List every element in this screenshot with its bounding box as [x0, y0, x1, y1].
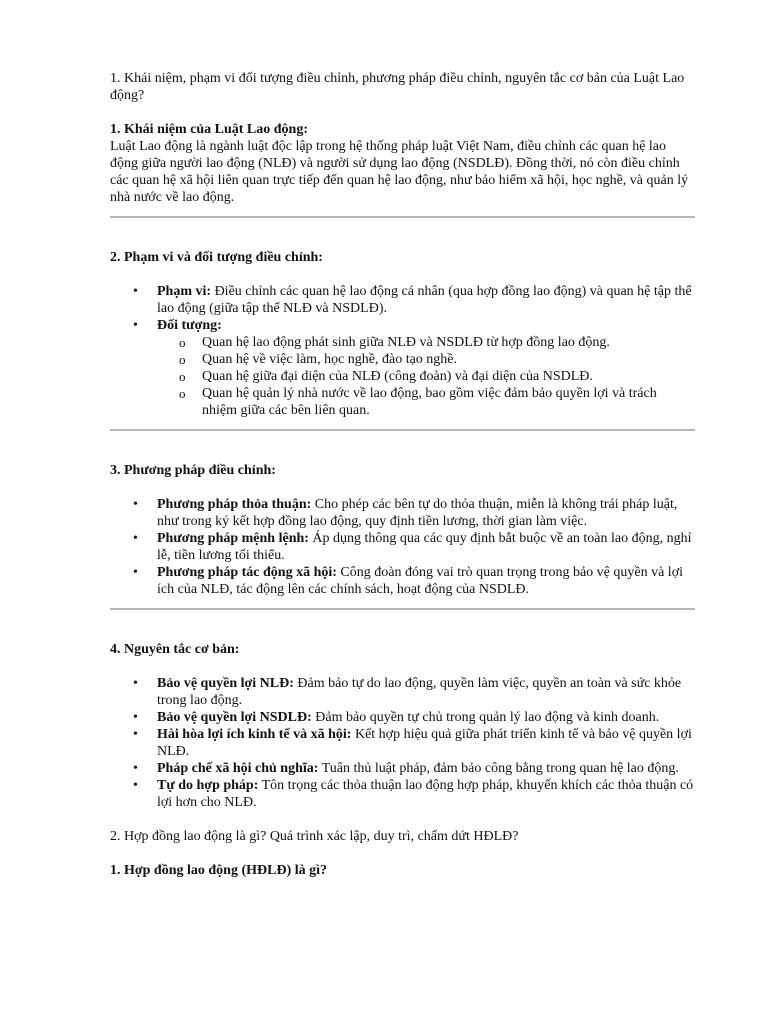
item-label: Hài hòa lợi ích kinh tế và xã hội: [157, 727, 352, 742]
item-text: Đảm bảo quyền tự chủ trong quản lý lao động và kinh doanh. [311, 710, 660, 725]
list-item [110, 675, 695, 709]
section-2-title: 2. Phạm vi và đối tượng điều chỉnh: [110, 250, 323, 265]
list-item [110, 726, 695, 760]
list-item [110, 777, 695, 811]
list-item [110, 760, 695, 777]
question-2-section-1-title: 1. Hợp đồng lao động (HĐLĐ) là gì? [110, 863, 328, 878]
item-label: Tự do hợp pháp: [157, 778, 259, 793]
item-label: Đối tượng: [157, 318, 222, 333]
item-text: Áp dụng thông qua các quy định bắt buộc về an toàn lao động, nghỉ lễ, tiền lương tối thiểu. [157, 531, 692, 563]
list-item [110, 283, 695, 317]
document-page [110, 70, 695, 879]
divider [110, 429, 695, 431]
sub-list-item: o Quan hệ quản lý nhà nước về lao động, bao gồm việc đảm bảo quyền lợi và trách nhiệm giữa các bên liên quan. [157, 385, 695, 419]
question-2: 2. Hợp đồng lao động là gì? Quá trình xác lập, duy trì, chấm dứt HĐLĐ? [110, 829, 519, 844]
sub-list-item: o Quan hệ giữa đại diện của NLĐ (công đoàn) và đại diện của NSDLĐ. [157, 368, 695, 385]
item-label: Phương pháp tác động xã hội: [157, 565, 337, 580]
item-text: Công đoàn đóng vai trò quan trọng trong bảo vệ quyền và lợi ích của NLĐ, tác động lên các chính sách, hoạt động của NSDLĐ. [157, 565, 683, 597]
list-item [110, 317, 695, 419]
divider [110, 216, 695, 218]
item-text: Cho phép các bên tự do thỏa thuận, miễn là không trái pháp luật, như trong ký kết hợp đồng lao động, quy định tiền lương, thời gian làm việc. [157, 497, 678, 529]
section-1-title: 1. Khái niệm của Luật Lao động: [110, 122, 308, 137]
section-4-title: 4. Nguyên tắc cơ bản: [110, 642, 240, 657]
sub-list [157, 334, 695, 419]
list-item [110, 709, 695, 726]
list-item [110, 564, 695, 598]
item-label: Bảo vệ quyền lợi NLĐ: [157, 676, 294, 691]
list-item [110, 496, 695, 530]
question-1: 1. Khái niệm, phạm vi đối tượng điều chỉnh, phương pháp điều chỉnh, nguyên tắc cơ bản của Luật Lao động? [110, 71, 685, 103]
item-label: Phạm vi: [157, 284, 212, 299]
section-2-list [110, 283, 695, 419]
sub-list-item: o Quan hệ về việc làm, học nghề, đào tạo nghề. [157, 351, 695, 368]
item-label: Bảo vệ quyền lợi NSDLĐ: [157, 710, 312, 725]
item-text: Tuân thủ luật pháp, đảm bảo công bằng trong quan hệ lao động. [318, 761, 679, 776]
item-text: Kết hợp hiệu quả giữa phát triển kinh tế và bảo vệ quyền lợi NLĐ. [157, 727, 692, 759]
item-text: Tôn trọng các thỏa thuận lao động hợp pháp, khuyến khích các thỏa thuận có lợi hơn cho NLĐ. [157, 778, 694, 810]
item-text: Đảm bảo tự do lao động, quyền làm việc, quyền an toàn và sức khỏe trong lao động. [157, 676, 682, 708]
item-label: Pháp chế xã hội chủ nghĩa: [157, 761, 319, 776]
sub-list-item: o Quan hệ lao động phát sinh giữa NLĐ và NSDLĐ từ hợp đồng lao động. [157, 334, 695, 351]
section-1-body: Luật Lao động là ngành luật độc lập trong hệ thống pháp luật Việt Nam, điều chỉnh các quan hệ lao động giữa người lao động (NLĐ) và người sử dụng lao động (NSDLĐ). Đồng thời, nó còn điều chỉnh các quan hệ xã hội liên quan trực tiếp đến quan hệ lao động, như bảo hiểm xã hội, học nghề, và quản lý nhà nước về lao động. [110, 139, 689, 205]
item-text: Điều chỉnh các quan hệ lao động cá nhân (qua hợp đồng lao động) và quan hệ tập thể lao động (giữa tập thể NLĐ và NSDLĐ). [157, 284, 692, 316]
divider [110, 608, 695, 610]
list-item [110, 530, 695, 564]
item-label: Phương pháp thỏa thuận: [157, 497, 312, 512]
section-4-list [110, 675, 695, 811]
section-3-list [110, 496, 695, 598]
section-3-title: 3. Phương pháp điều chỉnh: [110, 463, 276, 478]
item-label: Phương pháp mệnh lệnh: [157, 531, 309, 546]
